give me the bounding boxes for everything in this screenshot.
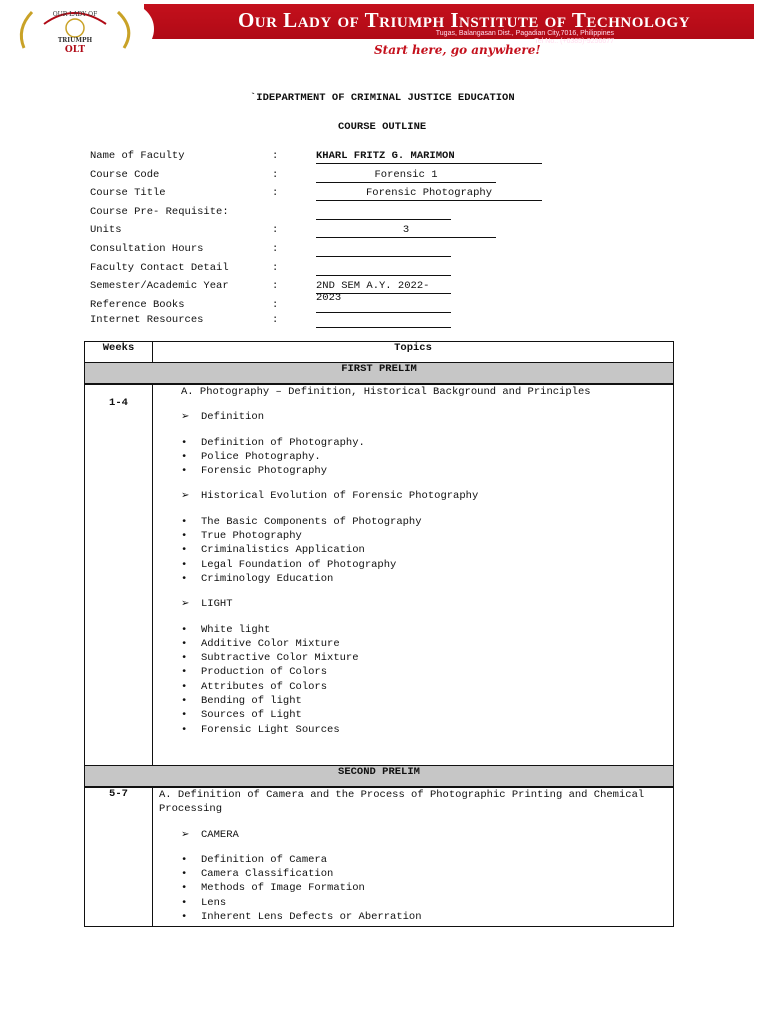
info-row [90,299,560,314]
info-label: Course Pre- Requisite: [90,205,229,218]
info-row [90,314,560,333]
subtopic-camera: ➢ CAMERA [153,828,673,842]
list-item: • Subtractive Color Mixture [153,651,673,665]
info-colon: : [272,150,279,162]
list-item: • Bending of light [153,694,673,708]
subtopic-history: ➢ Historical Evolution of Forensic Photography [153,489,673,503]
logo-text-bottom: OLT [64,45,86,54]
reference-books [316,299,451,313]
list-item: • Camera Classification [153,867,673,881]
table-header-row [85,342,674,363]
info-colon: : [272,187,279,200]
info-colon: : [272,242,279,255]
course-outline-table [84,341,674,927]
document-subtitle: COURSE OUTLINE [338,121,427,133]
info-row [90,150,560,169]
list-item: • Forensic Photography [153,464,673,478]
course-code: Forensic 1 [316,169,496,183]
info-row [90,187,560,206]
list-item: • Legal Foundation of Photography [153,558,673,572]
semester: 2ND SEM A.Y. 2022-2023 [316,280,451,294]
list-item: • Production of Colors [153,665,673,679]
subtopic-light: ➢ LIGHT [153,597,673,611]
list-item: • True Photography [153,529,673,543]
institution-name: Our Lady of Triumph Institute of Technology [237,8,691,32]
info-label: Course Title [90,187,166,200]
info-label: Course Code [90,168,160,181]
table-row [85,787,674,927]
list-item: • Police Photography. [153,450,673,464]
list-item: • Lens [153,896,673,910]
info-colon: : [272,313,279,326]
topic-heading: A. Photography – Definition, Historical Background and Principles [181,386,591,398]
info-colon: : [272,168,279,181]
info-row [90,262,560,281]
info-colon: : [272,261,279,274]
table-row [85,384,674,766]
list-item: • Inherent Lens Defects or Aberration [153,910,673,924]
info-label: Units [90,224,122,237]
list-item: • Forensic Light Sources [153,723,673,737]
list-item: • Definition of Camera [153,853,673,867]
course-title: Forensic Photography [316,187,542,201]
logo-text-top: OUR LADY OF [52,11,98,18]
first-prelim-heading: FIRST PRELIM [85,363,674,385]
list-item: • Definition of Photography. [153,436,673,450]
header-banner [14,4,754,57]
topics-header: Topics [153,342,674,363]
weeks-header: Weeks [85,342,153,363]
contact-detail [316,262,451,276]
list-item: • White light [153,623,673,637]
logo-text-mid: TRIUMPH [57,37,93,44]
subtopic-definition: ➢ Definition [153,410,673,424]
units: 3 [316,224,496,238]
list-item: • Additive Color Mixture [153,637,673,651]
info-colon: : [272,298,279,311]
info-row [90,206,560,225]
section-row [85,766,674,788]
info-label: Name of Faculty [90,150,185,162]
info-label: Internet Resources [90,313,204,326]
weeks-cell: 1-4 [85,384,153,766]
info-row [90,224,560,243]
logo-emblem-icon [14,4,154,54]
course-info [90,150,560,332]
school-logo [14,4,154,54]
prerequisite [316,206,451,220]
list-item: • The Basic Components of Photography [153,515,673,529]
list-item: • Attributes of Colors [153,680,673,694]
topics-cell [153,384,674,766]
info-label: Reference Books [90,298,185,311]
consultation-hours [316,243,451,257]
tel-line: Tel No.: (+6385)-9256677 [534,38,614,45]
info-label: Consultation Hours [90,242,204,255]
internet-resources [316,314,451,328]
tagline: Start here, go anywhere! [374,43,541,57]
address-line: Tugas, Balangasan Dist., Pagadian City,7016, Philippines [435,30,614,37]
info-label: Semester/Academic Year [90,280,229,293]
section-row [85,363,674,385]
list-item: • Methods of Image Formation [153,881,673,895]
info-label: Faculty Contact Detail [90,261,229,274]
info-colon: : [272,280,279,293]
topics-cell [153,787,674,927]
list-item: • Criminology Education [153,572,673,586]
info-colon: : [272,224,279,237]
second-prelim-heading: SECOND PRELIM [85,766,674,788]
info-row [90,169,560,188]
department-title: `IDEPARTMENT OF CRIMINAL JUSTICE EDUCATION [250,92,515,104]
list-item: • Criminalistics Application [153,543,673,557]
list-item: • Sources of Light [153,708,673,722]
info-row [90,243,560,262]
weeks-cell: 5-7 [85,787,153,927]
faculty-name: KHARL FRITZ G. MARIMON [316,150,542,164]
topic-heading: A. Definition of Camera and the Process of Photographic Printing and Chemical Processing [159,789,645,816]
